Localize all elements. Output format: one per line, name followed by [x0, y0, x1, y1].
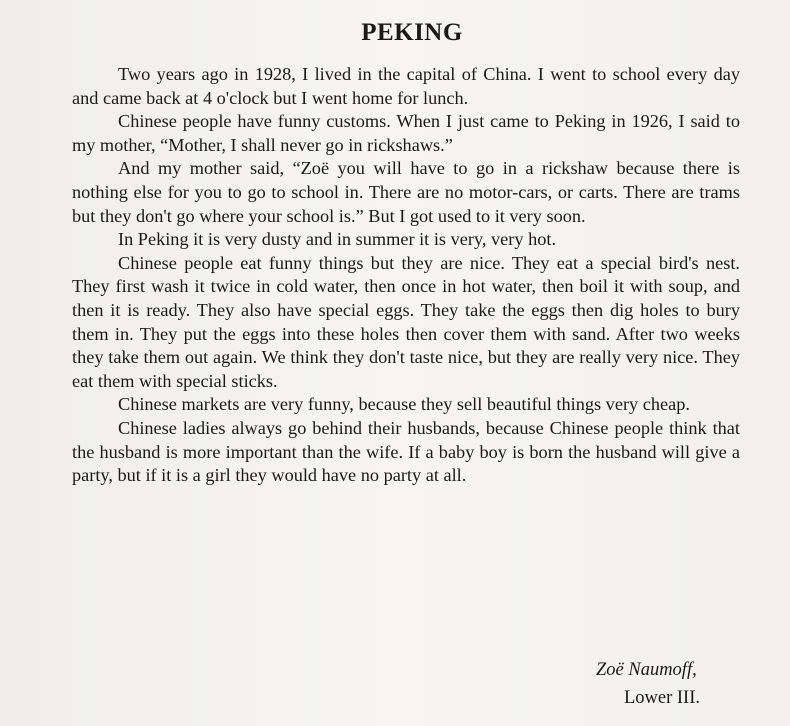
- paragraph: Chinese people eat funny things but they are nice. They eat a special bird's nest. They first wash it twice in cold water, then once in hot water, then boil it with soup, and then it is ready. They also have special eggs. They take the eggs then dig holes to bury them in. They put the eggs into these holes then cover them with sand. After two weeks they take them out again. We think they don't taste nice, but they are really very nice. They eat them with special sticks.: [72, 252, 740, 391]
- paragraph: Two years ago in 1928, I lived in the capital of China. I went to school every day and came back at 4 o'clock but I went home for lunch.: [72, 64, 740, 108]
- author-signature: [596, 656, 700, 712]
- paragraph: And my mother said, “Zoë you will have to go in a rickshaw because there is nothing else for you to go to school in. There are no motor-cars, or carts. There are trams but they don't go where your school is.” But I got used to it very soon.: [72, 158, 740, 226]
- essay-body: [72, 63, 740, 488]
- paragraph: Chinese markets are very funny, because they sell beautiful things very cheap.: [118, 394, 690, 415]
- paragraph: In Peking it is very dusty and in summer it is very, very hot.: [118, 229, 557, 250]
- paragraph: Chinese people have funny customs. When I just came to Peking in 1926, I said to my mother, “Mother, I shall never go in rickshaws.”: [72, 111, 740, 155]
- author-class: Lower III.: [623, 688, 700, 708]
- page-title: PEKING: [361, 19, 463, 46]
- author-name: Zoë Naumoff,: [595, 660, 697, 680]
- paragraph: Chinese ladies always go behind their husbands, because Chinese people think that the husband is more important than the wife. If a baby boy is born the husband will give a party, but if it is a girl they would have no party at all.: [72, 417, 740, 486]
